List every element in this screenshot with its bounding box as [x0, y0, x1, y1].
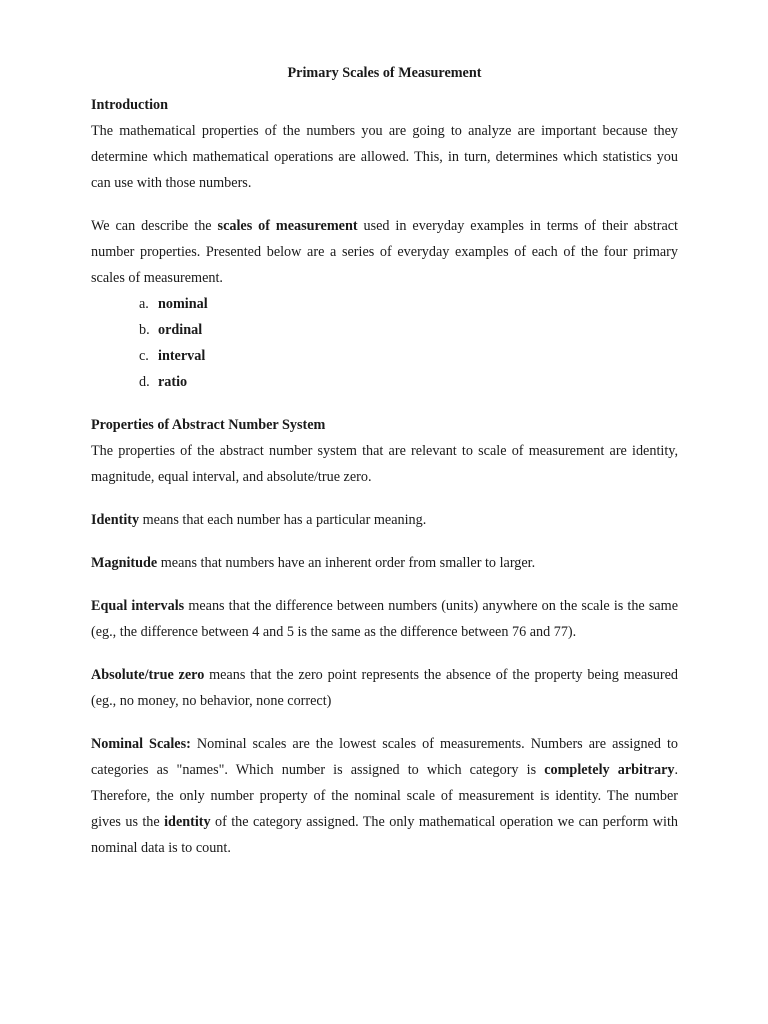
absolute-zero-paragraph: Absolute/true zero means that the zero point represents the absence of the property being measured (eg., no money, no behavior, none correct): [91, 667, 679, 709]
identity-emphasis: identity: [164, 814, 211, 830]
list-item: b. ordinal: [139, 322, 203, 338]
document-title: Primary Scales of Measurement: [287, 65, 482, 81]
nominal-scales-paragraph: Nominal Scales: Nominal scales are the lowest scales of measurements. Numbers are assigned to categories as "names". Which number is assigned to which category is completely arbitrary. Therefore, the only number property of the nominal scale of measurement is identity. The number gives us the identity of the category assigned. The only mathematical operation we can perform with nominal data is to count.: [91, 736, 679, 856]
absolute-zero-term: Absolute/true zero: [91, 667, 205, 683]
magnitude-paragraph: Magnitude means that numbers have an inherent order from smaller to larger.: [91, 555, 536, 571]
list-item: d. ratio: [139, 374, 188, 390]
introduction-heading: Introduction: [91, 97, 168, 113]
magnitude-term: Magnitude: [91, 555, 158, 571]
equal-intervals-term: Equal intervals: [91, 598, 185, 614]
identity-paragraph: Identity means that each number has a particular meaning.: [91, 512, 427, 528]
equal-intervals-paragraph: Equal intervals means that the difference between numbers (units) anywhere on the scale is the same (eg., the difference between 4 and 5 is the same as the difference between 76 and 77).: [91, 598, 678, 640]
identity-term: Identity: [91, 512, 140, 528]
list-item: c. interval: [139, 348, 206, 364]
document-page: [91, 60, 678, 861]
properties-paragraph: The properties of the abstract number system that are relevant to scale of measurement are identity, magnitude, equal interval, and absolute/true zero.: [91, 443, 678, 485]
scales-list: [91, 291, 678, 395]
scales-paragraph: We can describe the scales of measurement used in everyday examples in terms of their abstract number properties. Presented below are a series of everyday examples of each of the four primary scales of measurement.: [91, 218, 678, 286]
completely-arbitrary-term: completely arbitrary: [544, 762, 675, 778]
list-item: a. nominal: [139, 296, 208, 312]
nominal-scales-term: Nominal Scales:: [91, 736, 191, 752]
scales-of-measurement-term: scales of measurement: [217, 218, 358, 234]
introduction-paragraph: The mathematical properties of the numbers you are going to analyze are important because they determine which mathematical operations are allowed. This, in turn, determines which statistics you can use with those numbers.: [91, 123, 678, 191]
properties-heading: Properties of Abstract Number System: [91, 417, 326, 433]
